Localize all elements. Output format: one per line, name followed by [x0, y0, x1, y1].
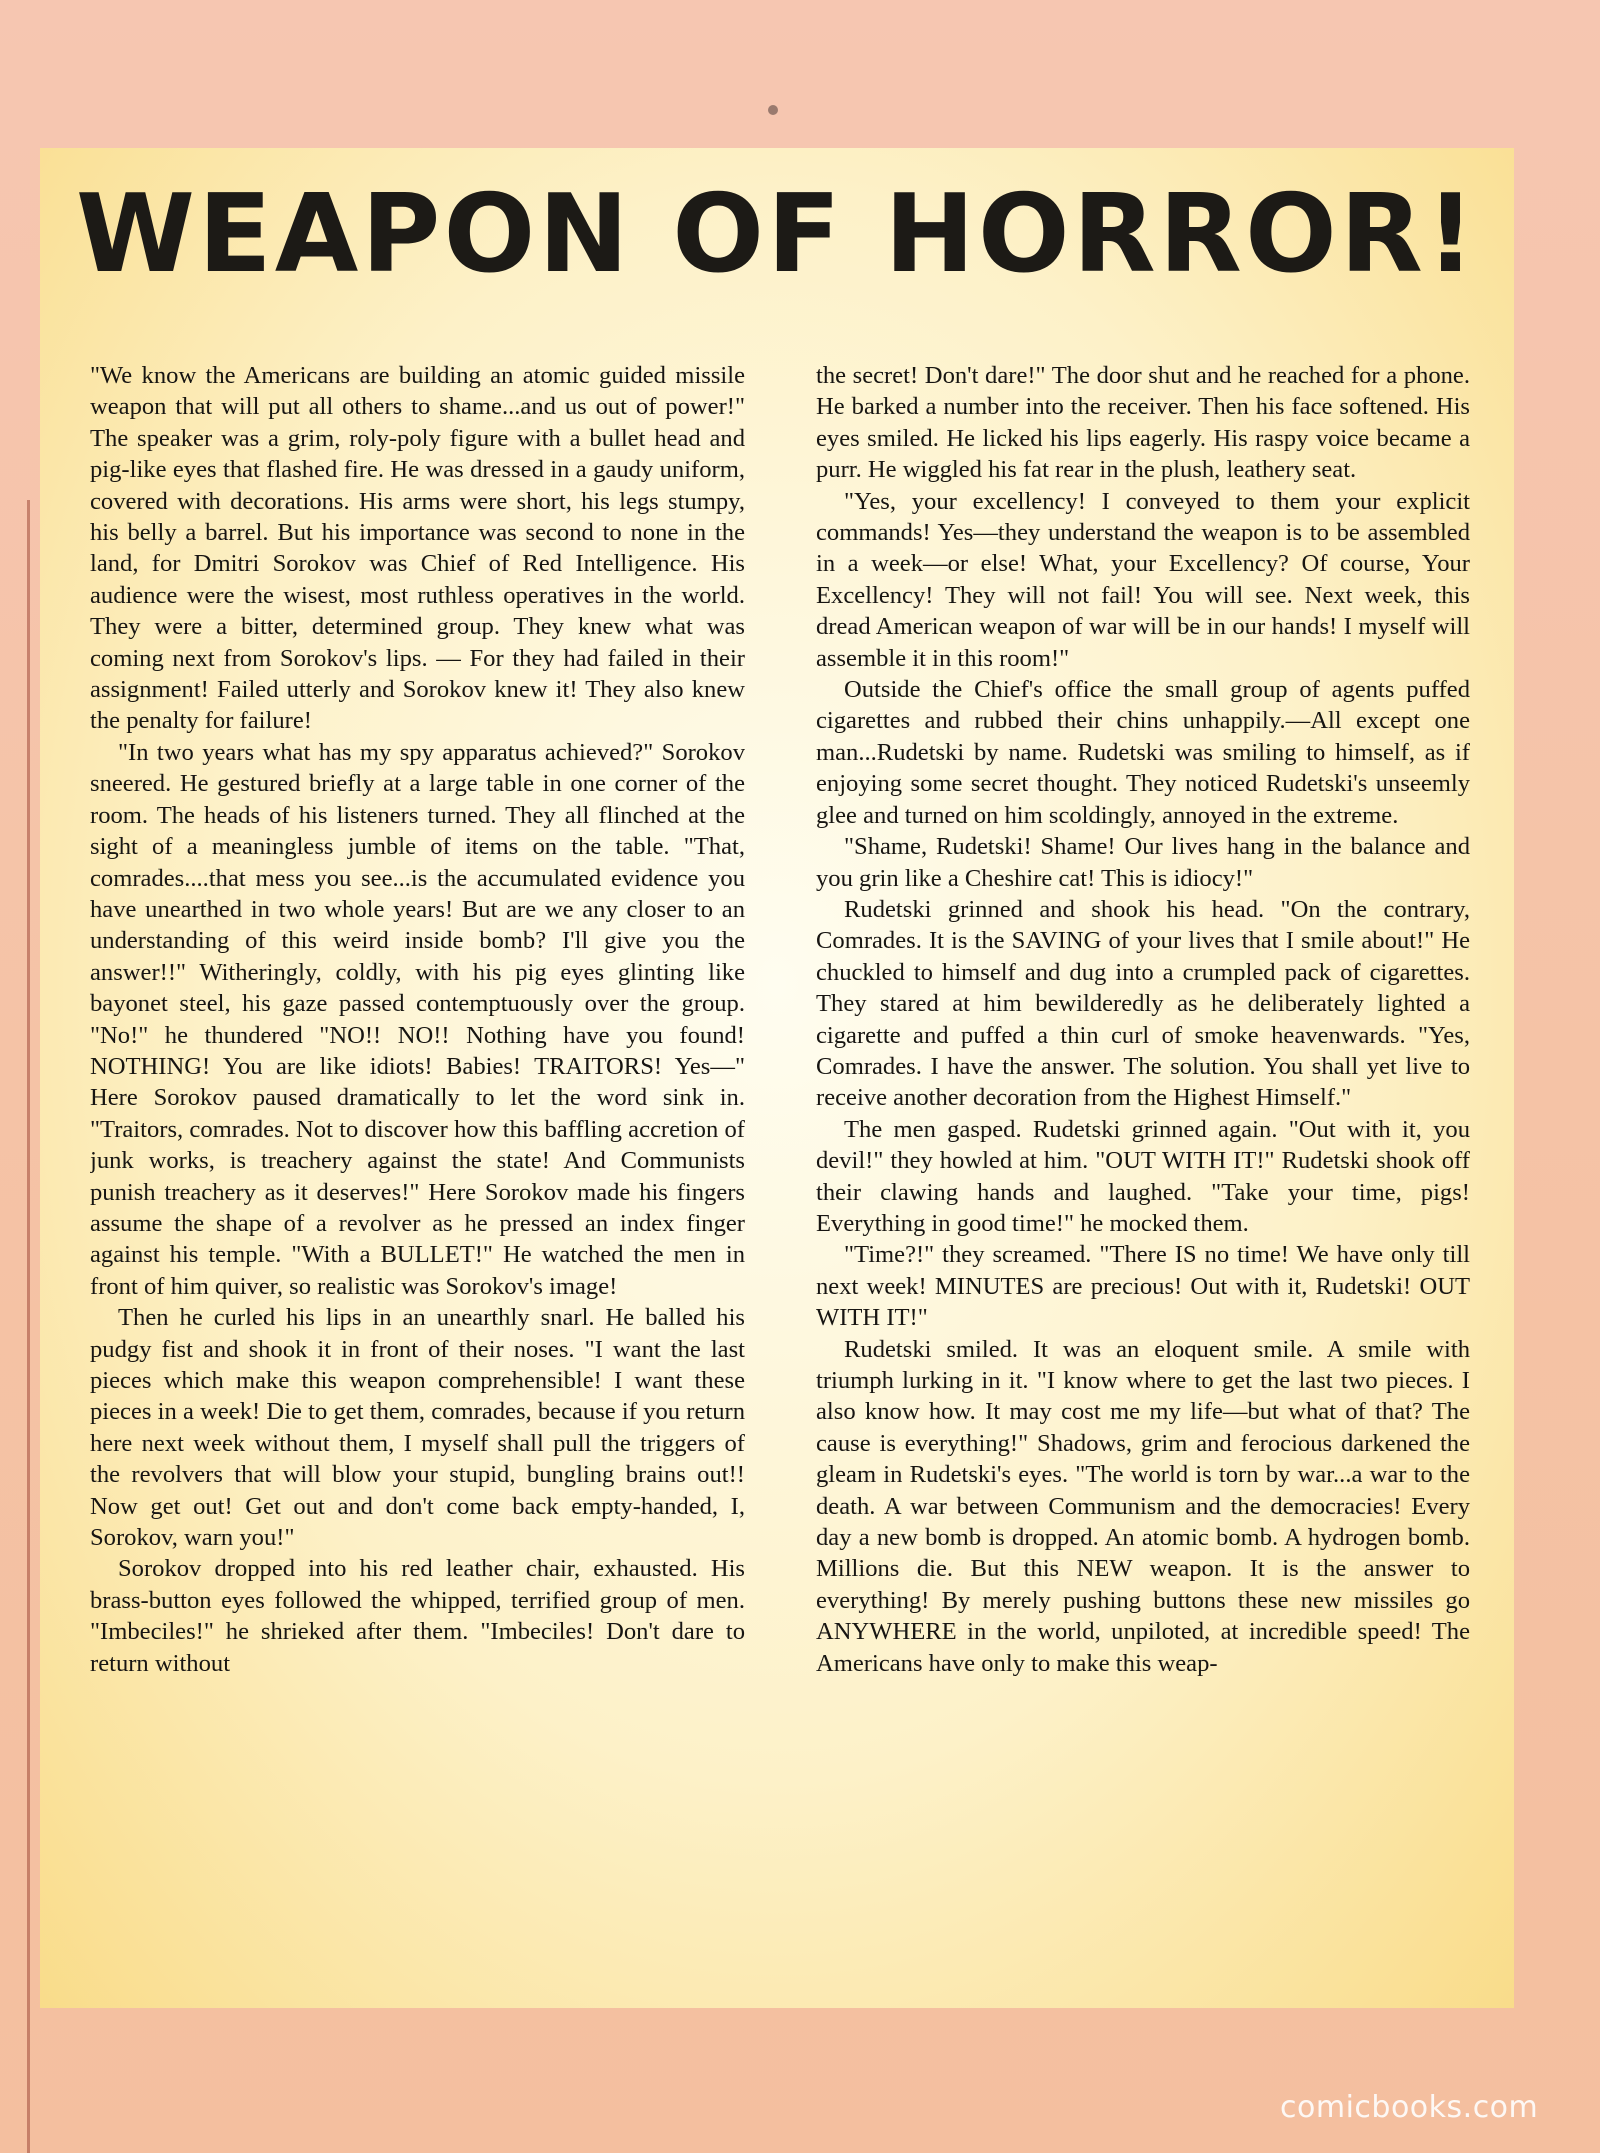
- right-text-column: [816, 360, 1470, 1980]
- story-paragraph: Sorokov dropped into his red leather chair, exhausted. His brass-button eyes followed the whipped, terrified group of men. "Imbeciles!" he shrieked after them. "Imbeciles! Don't dare to return without: [90, 1555, 745, 1677]
- site-watermark: comicbooks.com: [1280, 2090, 1539, 2125]
- story-paragraph: Outside the Chief's office the small group of agents puffed cigarettes and rubbed their chins unhappily.—All except one man...Rudetski by name. Rudetski was smiling to himself, as if enjoying some secret thought. They noticed Rudetski's unseemly glee and turned on him scoldingly, annoyed in the extreme.: [816, 676, 1470, 829]
- story-paragraph: "Yes, your excellency! I conveyed to them your explicit commands! Yes—they understand the weapon is to be assembled in a week—or else! What, your Excellency? Of course, Your Excellency! They will not fail! You will see. Next week, this dread American weapon of war will be in our hands! I myself will assemble it in this room!": [816, 487, 1470, 672]
- story-paragraph: The men gasped. Rudetski grinned again. "Out with it, you devil!" they howled at him. "OUT WITH IT!" Rudetski shook off their clawing hands and laughed. "Take your time, pigs! Everything in good time!" he mocked them.: [816, 1115, 1470, 1237]
- story-paragraph: Rudetski grinned and shook his head. "On the contrary, Comrades. It is the SAVING of your lives that I smile about!" He chuckled to himself and dug into a crumpled pack of cigarettes. They stared at him bewilderedly as he deliberately lighted a cigarette and puffed a thin curl of smoke heavenwards. "Yes, Comrades. I have the answer. The solution. You shall yet live to receive another decoration from the Highest Himself.": [816, 895, 1470, 1112]
- story-paragraph: "We know the Americans are building an atomic guided missile weapon that will put all others to shame...and us out of power!" The speaker was a grim, roly-poly figure with a bullet head and pig-like eyes that flashed fire. He was dressed in a gaudy uniform, covered with decorations. His arms were short, his legs stumpy, his belly a barrel. But his importance was second to none in the land, for Dmitri Sorokov was Chief of Red Intelligence. His audience were the wisest, most ruthless operatives in the world. They were a bitter, determined group. They knew what was coming next from Sorokov's lips. — For they had failed in their assignment! Failed utterly and Sorokov knew it! They also knew the penalty for failure!: [90, 362, 745, 735]
- story-paragraph: "In two years what has my spy apparatus achieved?" Sorokov sneered. He gestured briefly at a large table in one corner of the room. The heads of his listeners turned. They all flinched at the sight of a meaningless jumble of items on the table. "That, comrades....that mess you see...is the accumulated evidence you have unearthed in two whole years! But are we any closer to an understanding of this weird inside bomb? I'll give you the answer!!" Witheringly, coldly, with his pig eyes glinting like bayonet steel, his gaze passed contemptuously over the group. "No!" he thundered "NO!! NO!! Nothing have you found! NOTHING! You are like idiots! Babies! TRAITORS! Yes—" Here Sorokov paused dramatically to let the word sink in. "Traitors, comrades. Not to discover how this baffling accretion of junk works, is treachery against the state! And Communists punish treachery as it deserves!" Here Sorokov made his fingers assume the shape of a revolver as he pressed an index finger against his temple. "With a BULLET!" He watched the men in front of him quiver, so realistic was Sorokov's image!: [90, 738, 745, 1300]
- story-paragraph: "Time?!" they screamed. "There IS no time! We have only till next week! MINUTES are precious! Out with it, Rudetski! OUT WITH IT!": [816, 1241, 1470, 1332]
- story-title: WEAPON OF HORROR!: [75, 172, 1479, 297]
- left-text-column: [90, 360, 745, 1980]
- staple-hole: [768, 105, 778, 115]
- page-binding-edge: [27, 500, 30, 2153]
- story-paragraph: Then he curled his lips in an unearthly snarl. He balled his pudgy fist and shook it in front of their noses. "I want the last pieces which make this weapon comprehensible! I want these pieces in a week! Die to get them, comrades, because if you return here next week without them, I myself shall pull the triggers of the revolvers that will blow your stupid, bungling brains out!! Now get out! Get out and don't come back empty-handed, I, Sorokov, warn you!": [90, 1304, 745, 1552]
- story-paragraph: "Shame, Rudetski! Shame! Our lives hang in the balance and you grin like a Cheshire cat! This is idiocy!": [816, 833, 1470, 892]
- story-paragraph: Rudetski smiled. It was an eloquent smile. A smile with triumph lurking in it. "I know where to get the last two pieces. I also know how. It may cost me my life—but what of that? The cause is everything!" Shadows, grim and ferocious darkened the gleam in Rudetski's eyes. "The world is torn by war...a war to the death. A war between Communism and the democracies! Every day a new bomb is dropped. An atomic bomb. A hydrogen bomb. Millions die. But this NEW weapon. It is the answer to everything! By merely pushing buttons these new missiles go ANYWHERE in the world, unpiloted, at incredible speed! The Americans have only to make this weap-: [816, 1335, 1470, 1677]
- story-paragraph: the secret! Don't dare!" The door shut and he reached for a phone. He barked a number into the receiver. Then his face softened. His eyes smiled. He licked his lips eagerly. His raspy voice became a purr. He wiggled his fat rear in the plush, leathery seat.: [816, 362, 1470, 484]
